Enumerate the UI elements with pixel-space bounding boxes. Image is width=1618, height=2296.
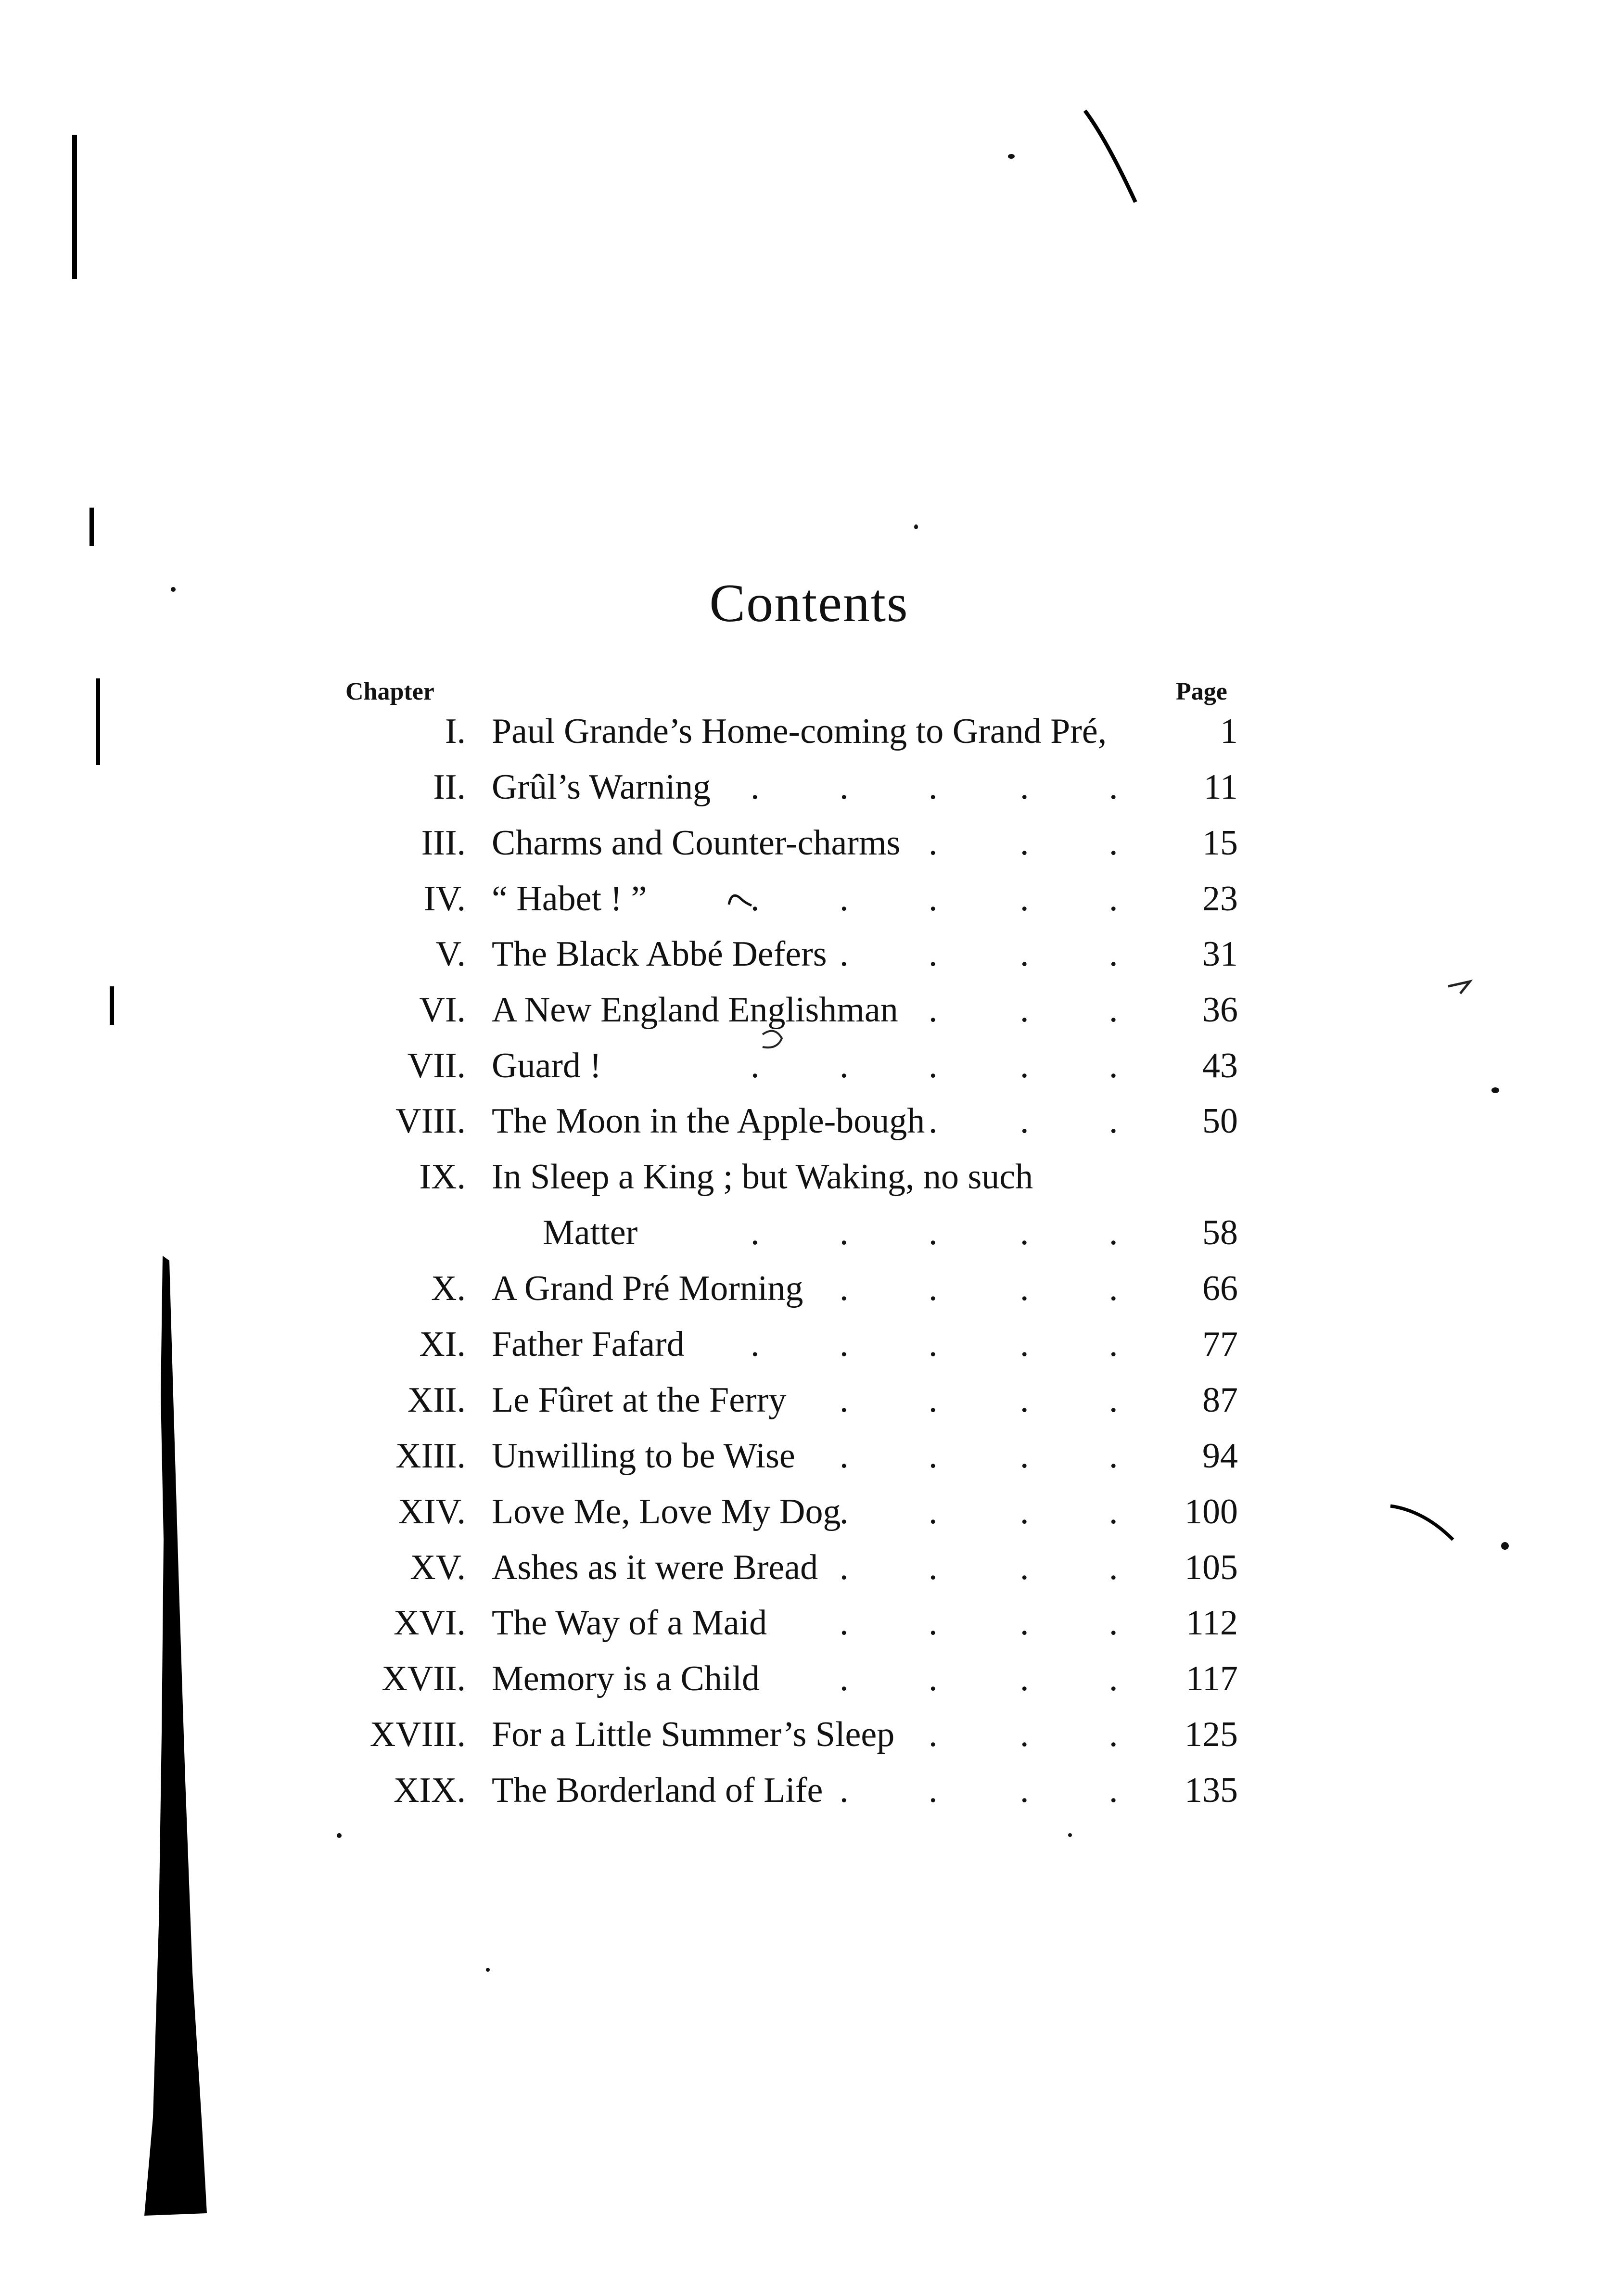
page-number: 43 (1202, 1046, 1238, 1085)
leader-dot: . (1109, 823, 1118, 863)
leader-dot: . (929, 879, 938, 918)
page-number: 105 (1185, 1548, 1238, 1587)
leader-dot: . (1020, 1046, 1029, 1085)
speck (1068, 1833, 1072, 1837)
leader-dot: . (929, 1659, 938, 1698)
leader-dot: . (929, 1325, 938, 1364)
leader-dot: . (840, 1771, 849, 1810)
page-number: 135 (1185, 1771, 1238, 1810)
chapter-numeral: II. (433, 767, 466, 807)
toc-entry (0, 1324, 1618, 1377)
leader-dot: . (1109, 1269, 1118, 1308)
chapter-title: A New England Englishman (492, 990, 898, 1030)
leader-dot: . (929, 823, 938, 863)
chapter-title: Grûl’s Warning (492, 767, 711, 807)
leader-dot: . (929, 934, 938, 974)
speck (337, 1833, 342, 1838)
leader-dot: . (929, 1046, 938, 1085)
page-number: 112 (1185, 1603, 1238, 1643)
chapter-title: Ashes as it were Bread (492, 1548, 818, 1587)
chapter-numeral: VII. (407, 1046, 466, 1085)
chapter-numeral: XI. (419, 1325, 466, 1364)
chapter-numeral: IV. (423, 879, 466, 918)
leader-dot: . (1109, 1213, 1118, 1252)
leader-dot: . (840, 1380, 849, 1420)
chapter-title: In Sleep a King ; but Waking, no such (492, 1157, 1033, 1197)
page-number: 100 (1185, 1492, 1238, 1531)
chapter-title: Father Fafard (492, 1325, 685, 1364)
leader-dot: . (1020, 1325, 1029, 1364)
speck (486, 1968, 490, 1972)
toc-entry-continuation (0, 1212, 1618, 1265)
chapter-title: Charms and Counter-charms (492, 823, 901, 863)
leader-dot: . (1020, 1101, 1029, 1141)
leader-dot: . (1020, 1715, 1029, 1754)
speck (914, 524, 918, 529)
toc-entry (0, 1770, 1618, 1823)
page-number: 117 (1185, 1659, 1238, 1698)
leader-dot: . (751, 1325, 760, 1364)
leader-dot: . (1109, 1715, 1118, 1754)
chapter-column-label: Chapter (345, 678, 434, 705)
chapter-title: Memory is a Child (492, 1659, 760, 1698)
chapter-numeral: XVIII. (369, 1715, 466, 1754)
chapter-title: Le Fûret at the Ferry (492, 1380, 787, 1420)
chapter-numeral: XVI. (393, 1603, 466, 1643)
leader-dot: . (1109, 879, 1118, 918)
leader-dot: . (1109, 1046, 1118, 1085)
chapter-title: For a Little Summer’s Sleep (492, 1715, 895, 1754)
page-number: 23 (1202, 879, 1238, 918)
toc-entry (0, 879, 1618, 931)
chapter-title: A Grand Pré Morning (492, 1269, 803, 1308)
chapter-title: Unwilling to be Wise (492, 1436, 795, 1476)
leader-dot: . (1109, 1603, 1118, 1643)
leader-dot: . (840, 767, 849, 807)
chapter-numeral: XIV. (398, 1492, 466, 1531)
leader-dot: . (1020, 823, 1029, 863)
leader-dot: . (840, 879, 849, 918)
page-number: 50 (1202, 1101, 1238, 1141)
chapter-title: Love Me, Love My Dog (492, 1492, 841, 1531)
leader-dot: . (1020, 1436, 1029, 1476)
chapter-title: The Moon in the Apple-bough (492, 1101, 925, 1141)
leader-dot: . (929, 1603, 938, 1643)
leader-dot: . (929, 1715, 938, 1754)
leader-dot: . (1020, 1380, 1029, 1420)
chapter-numeral: V. (435, 934, 466, 974)
toc-entry (0, 1547, 1618, 1600)
leader-dot: . (1020, 1213, 1029, 1252)
leader-dot: . (840, 1269, 849, 1308)
leader-dot: . (1109, 767, 1118, 807)
leader-dot: . (929, 990, 938, 1030)
left-edge-mark (89, 508, 94, 546)
toc-entry (0, 1268, 1618, 1321)
leader-dot: . (751, 1046, 760, 1085)
chapter-title: The Black Abbé Defers (492, 934, 827, 974)
leader-dot: . (840, 1603, 849, 1643)
chapter-numeral: XIX. (393, 1771, 466, 1810)
leader-dot: . (929, 1548, 938, 1587)
chapter-numeral: VI. (419, 990, 466, 1030)
chapter-numeral: XIII. (395, 1436, 466, 1476)
leader-dot: . (1109, 1548, 1118, 1587)
leader-dot: . (840, 1659, 849, 1698)
leader-dot: . (929, 1771, 938, 1810)
page-number: 66 (1202, 1269, 1238, 1308)
toc-entry (0, 1157, 1618, 1210)
page-number: 87 (1202, 1380, 1238, 1420)
toc-entry (0, 1603, 1618, 1656)
chapter-title: The Way of a Maid (492, 1603, 767, 1643)
chapter-numeral: I. (445, 712, 466, 751)
toc-entry (0, 1492, 1618, 1544)
page-number: 125 (1185, 1715, 1238, 1754)
leader-dot: . (929, 1380, 938, 1420)
page-number: 1 (1220, 712, 1238, 751)
leader-dot: . (840, 1548, 849, 1587)
chapter-numeral: XVII. (382, 1659, 466, 1698)
page-number: 94 (1202, 1436, 1238, 1476)
leader-dot: . (1020, 1269, 1029, 1308)
leader-dot: . (1020, 934, 1029, 974)
page-number: 58 (1202, 1213, 1238, 1252)
toc-entry (0, 934, 1618, 987)
toc-entry (0, 711, 1618, 764)
leader-dot: . (1020, 879, 1029, 918)
toc-entry (0, 990, 1618, 1043)
leader-dot: . (1109, 1436, 1118, 1476)
toc-entry (0, 1658, 1618, 1711)
chapter-numeral: VIII. (395, 1101, 466, 1141)
toc-entry (0, 767, 1618, 820)
page-number: 31 (1202, 934, 1238, 974)
page-number: 15 (1202, 823, 1238, 863)
chapter-title-continuation: Matter (543, 1213, 638, 1252)
toc-entry (0, 1046, 1618, 1098)
leader-dot: . (1109, 1771, 1118, 1810)
page-title: Contents (709, 574, 909, 633)
leader-dot: . (840, 1492, 849, 1531)
leader-dot: . (929, 1269, 938, 1308)
page-number: 11 (1203, 767, 1238, 807)
leader-dot: . (840, 1436, 849, 1476)
leader-dot: . (1020, 1603, 1029, 1643)
leader-dot: . (1020, 990, 1029, 1030)
leader-dot: . (929, 1436, 938, 1476)
leader-dot: . (751, 879, 760, 918)
chapter-numeral: IX. (419, 1157, 466, 1197)
leader-dot: . (1109, 1492, 1118, 1531)
chapter-title: Guard ! (492, 1046, 602, 1085)
chapter-numeral: XII. (407, 1380, 466, 1420)
page-number: 77 (1202, 1325, 1238, 1364)
toc-entry (0, 823, 1618, 876)
leader-dot: . (1109, 1659, 1118, 1698)
leader-dot: . (1109, 1101, 1118, 1141)
chapter-title: The Borderland of Life (492, 1771, 823, 1810)
page-number: 36 (1202, 990, 1238, 1030)
chapter-title: Paul Grande’s Home-coming to Grand Pré, (492, 712, 1107, 751)
leader-dot: . (1020, 1492, 1029, 1531)
leader-dot: . (1109, 1380, 1118, 1420)
leader-dot: . (1020, 1771, 1029, 1810)
speck (1008, 154, 1015, 159)
chapter-numeral: XV. (410, 1548, 466, 1587)
leader-dot: . (751, 767, 760, 807)
leader-dot: . (929, 1101, 938, 1141)
toc-entry (0, 1380, 1618, 1433)
chapter-title: “ Habet ! ” (492, 879, 647, 918)
leader-dot: . (929, 1492, 938, 1531)
leader-dot: . (1109, 934, 1118, 974)
leader-dot: . (1020, 767, 1029, 807)
leader-dot: . (751, 1213, 760, 1252)
leader-dot: . (929, 767, 938, 807)
leader-dot: . (929, 1213, 938, 1252)
toc-entry (0, 1714, 1618, 1767)
scratch-top (1085, 111, 1135, 202)
leader-dot: . (840, 1213, 849, 1252)
page-column-label: Page (1176, 678, 1227, 705)
leader-dot: . (1109, 1325, 1118, 1364)
chapter-numeral: X. (431, 1269, 466, 1308)
leader-dot: . (840, 934, 849, 974)
toc-entry (0, 1436, 1618, 1489)
leader-dot: . (1020, 1548, 1029, 1587)
leader-dot: . (1020, 1659, 1029, 1698)
leader-dot: . (1109, 990, 1118, 1030)
chapter-numeral: III. (421, 823, 466, 863)
leader-dot: . (840, 1325, 849, 1364)
leader-dot: . (840, 1046, 849, 1085)
left-edge-mark (72, 135, 77, 279)
toc-entry (0, 1101, 1618, 1154)
